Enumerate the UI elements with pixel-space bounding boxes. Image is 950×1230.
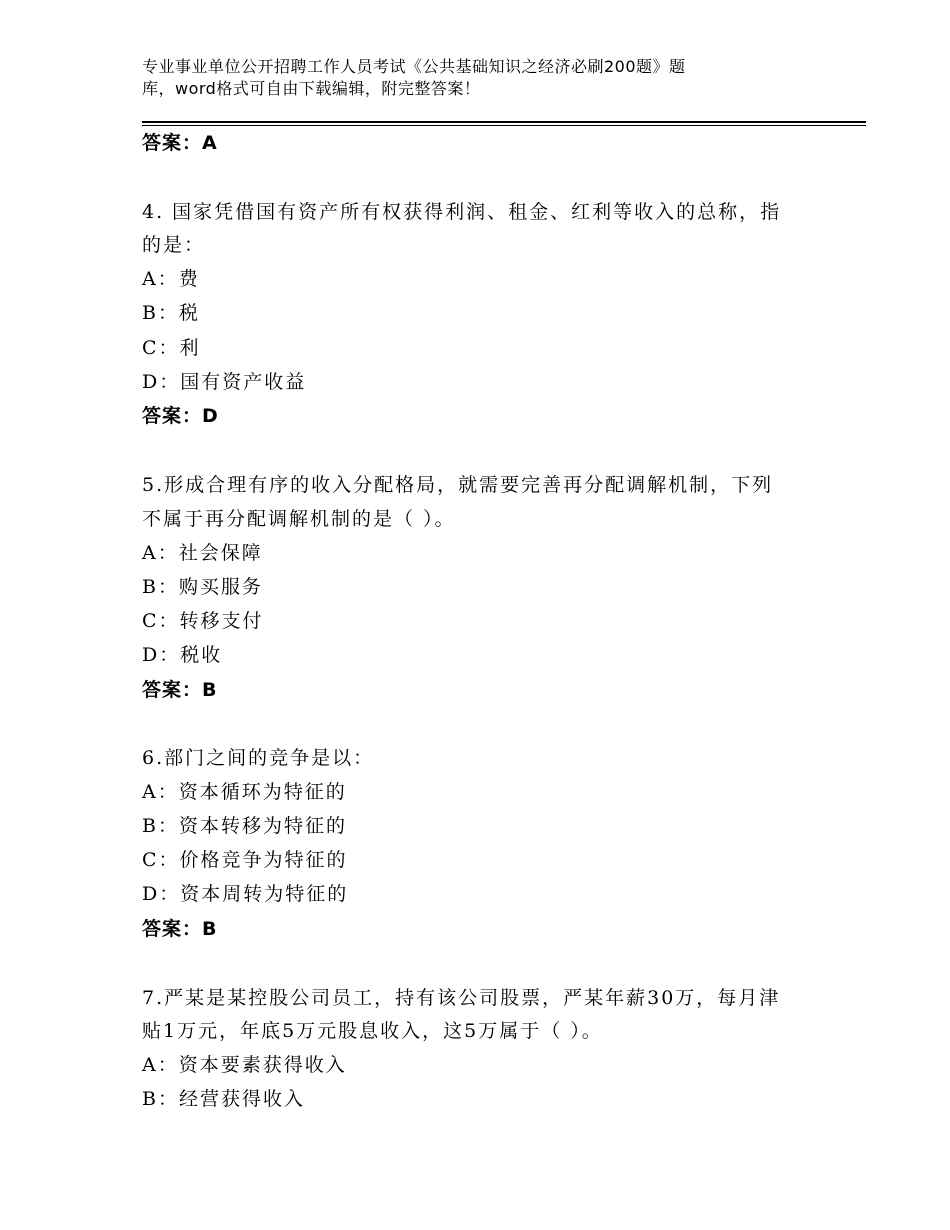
- header-rule-thin: [142, 125, 866, 126]
- question-7-option-b: B：经营获得收入: [142, 1088, 305, 1110]
- question-6-option-b: B：资本转移为特征的: [142, 815, 347, 837]
- question-4-option-a: A：费: [142, 268, 200, 290]
- question-5-stem-line-2: 不属于再分配调解机制的是（ ）。: [142, 508, 456, 530]
- question-4-answer: 答案：D: [142, 405, 219, 427]
- question-5-option-b: B：购买服务: [142, 576, 263, 598]
- question-7-option-a: A：资本要素获得收入: [142, 1054, 347, 1076]
- document-header: [142, 56, 782, 100]
- question-6-answer: 答案：B: [142, 918, 218, 940]
- question-6-option-a: A：资本循环为特征的: [142, 781, 347, 803]
- question-5-answer: 答案：B: [142, 679, 218, 701]
- header-title-line-1: 专业事业单位公开招聘工作人员考试《公共基础知识之经济必刷200题》题: [142, 57, 686, 76]
- question-6-stem-line-1: 6.部门之间的竞争是以：: [142, 747, 375, 769]
- question-4-option-b: B：税: [142, 302, 200, 324]
- question-7-stem-line-2: 贴1万元，年底5万元股息收入，这5万属于（ ）。: [142, 1020, 603, 1042]
- question-5-option-a: A：社会保障: [142, 542, 263, 564]
- question-4-stem-line-2: 的是：: [142, 234, 206, 256]
- answer-previous: 答案：A: [142, 132, 218, 154]
- question-4-option-c: C：利: [142, 337, 201, 359]
- header-title-line-2: 库，word格式可自由下载编辑，附完整答案！: [142, 79, 481, 98]
- question-4-option-d: D：国有资产收益: [142, 371, 307, 393]
- question-5-stem-line-1: 5.形成合理有序的收入分配格局，就需要完善再分配调解机制，下列: [142, 474, 774, 496]
- header-rule-thick: [142, 121, 866, 123]
- question-5-option-d: D：税收: [142, 644, 223, 666]
- question-7-stem-line-1: 7.严某是某控股公司员工，持有该公司股票，严某年薪30万，每月津: [142, 987, 781, 1009]
- question-6-option-c: C：价格竞争为特征的: [142, 849, 348, 871]
- question-6-option-d: D：资本周转为特征的: [142, 883, 349, 905]
- question-5-option-c: C：转移支付: [142, 610, 264, 632]
- question-4-stem-line-1: 4. 国家凭借国有资产所有权获得利润、租金、红利等收入的总称，指: [142, 201, 782, 223]
